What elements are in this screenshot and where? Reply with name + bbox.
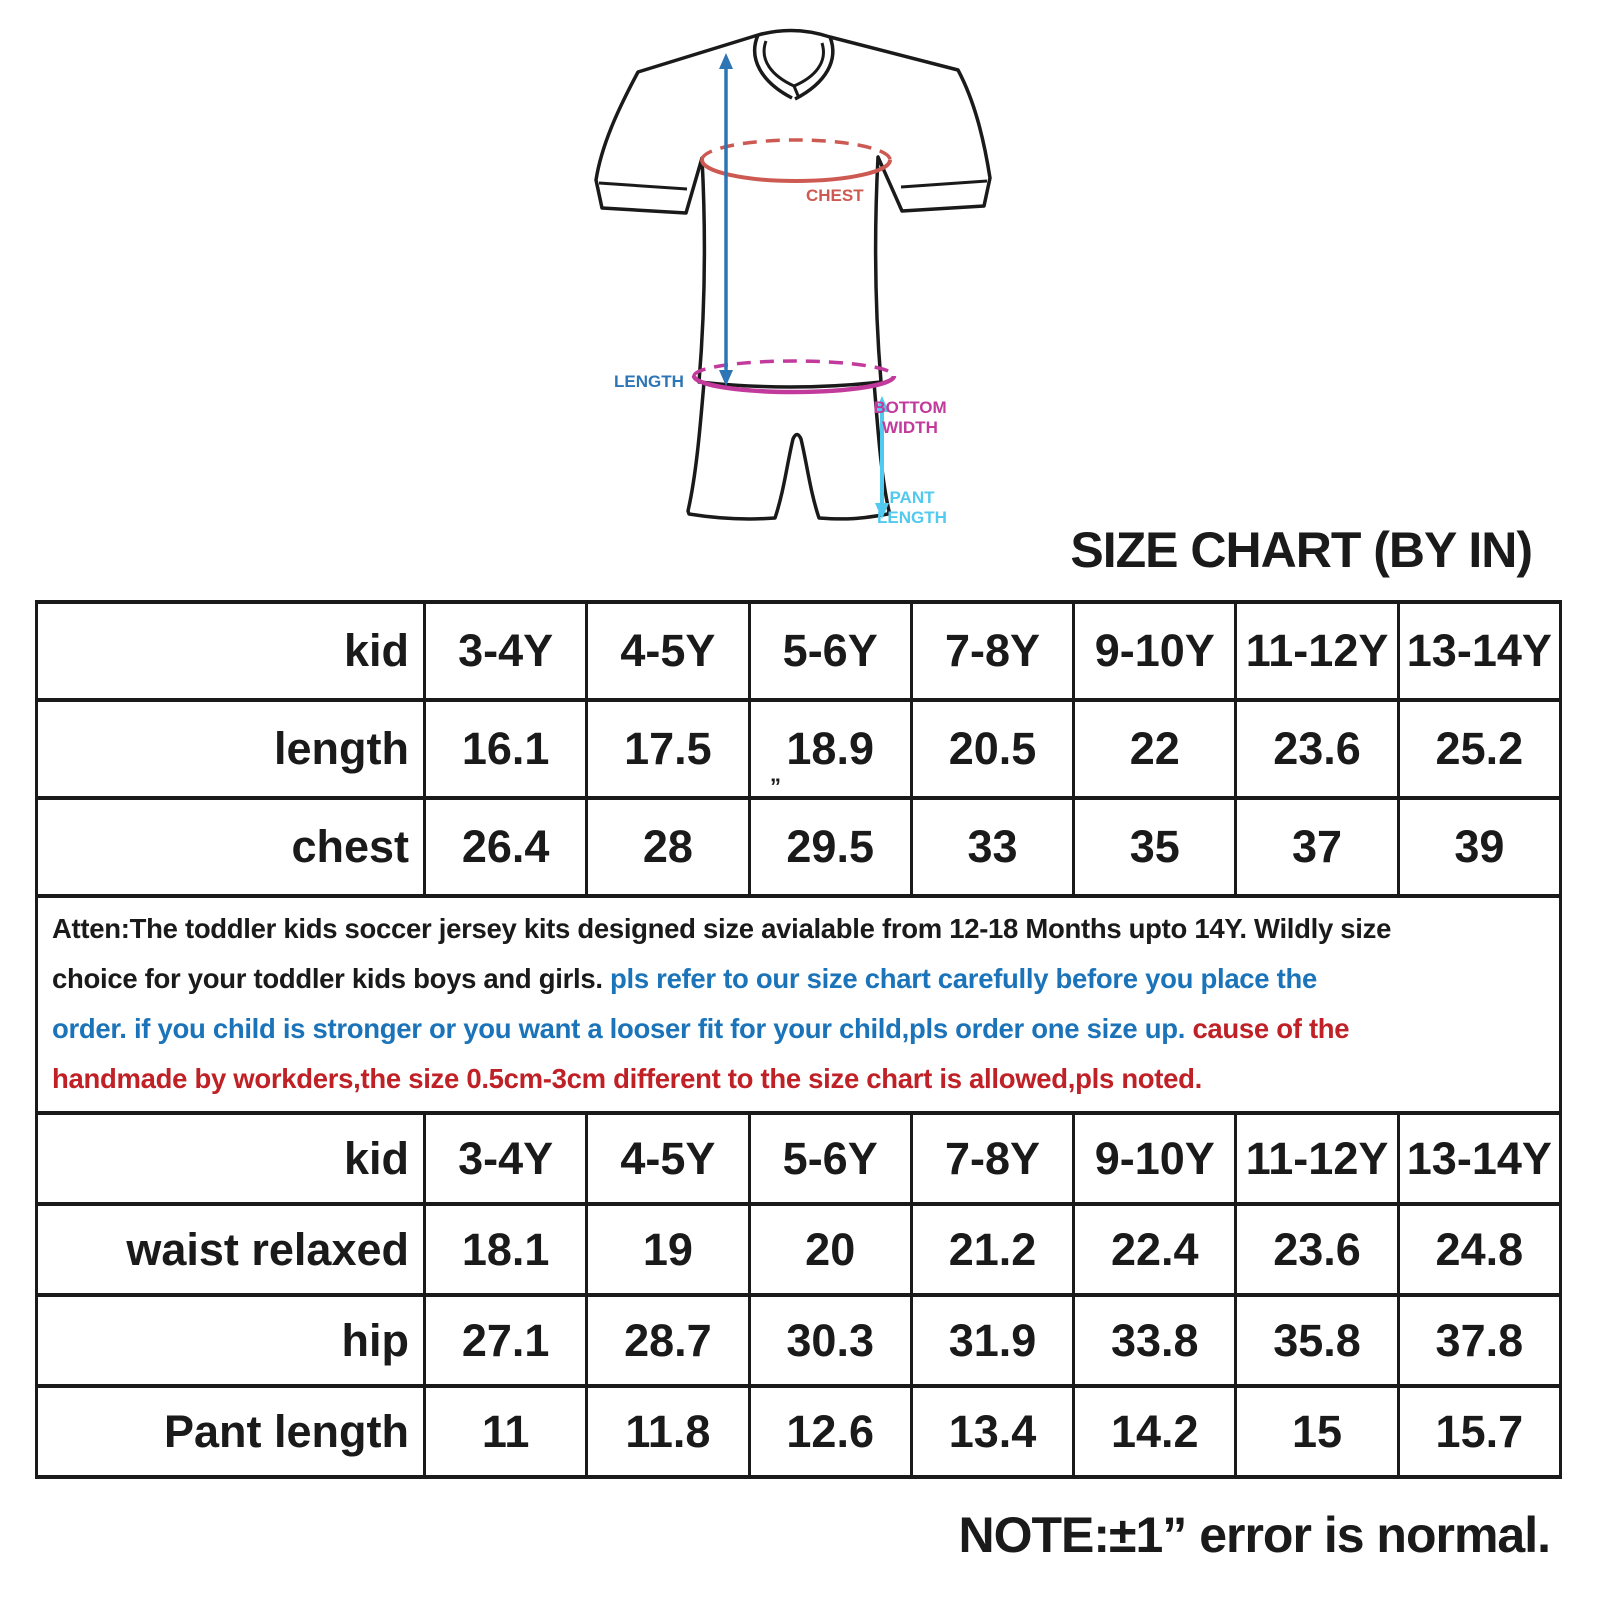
size-header-cell: 11-12Y	[1236, 1113, 1398, 1204]
data-row	[37, 1295, 1561, 1386]
size-header-cell: 13-14Y	[1398, 1113, 1560, 1204]
size-header-cell: 5-6Y	[749, 602, 911, 700]
shorts-outline	[688, 382, 889, 519]
size-header-cell: 11-12Y	[1236, 602, 1398, 700]
value-cell: 15	[1236, 1386, 1398, 1477]
bottom-width-label: BOTTOM WIDTH	[873, 398, 947, 437]
value-cell: 15.7	[1398, 1386, 1560, 1477]
size-header-cell: 3-4Y	[425, 1113, 587, 1204]
size-header-cell: 7-8Y	[911, 602, 1073, 700]
value-cell: 37	[1236, 798, 1398, 896]
value-cell: 35.8	[1236, 1295, 1398, 1386]
value-cell: 18.1	[425, 1204, 587, 1295]
value-cell: 26.4	[425, 798, 587, 896]
size-header-cell: 3-4Y	[425, 602, 587, 700]
value-cell: 29.5	[749, 798, 911, 896]
value-cell: 11	[425, 1386, 587, 1477]
data-row	[37, 1204, 1561, 1295]
note-line	[52, 954, 1541, 1004]
note-line	[52, 1054, 1541, 1104]
length-label: LENGTH	[614, 372, 684, 391]
pant-length-label: PANT LENGTH	[877, 488, 947, 527]
size-table-shirt	[35, 600, 1562, 898]
value-cell: 20.5	[911, 700, 1073, 798]
header-label-cell: kid	[37, 1113, 425, 1204]
size-header-cell: 9-10Y	[1074, 602, 1236, 700]
size-header-cell: 4-5Y	[587, 602, 749, 700]
value-cell: 35	[1074, 798, 1236, 896]
row-label-cell: chest	[37, 798, 425, 896]
value-cell: 16.1	[425, 700, 587, 798]
value-cell: 18.9	[749, 700, 911, 798]
note-segment: handmade by workders,the size 0.5cm-3cm different to the size chart is allowed,pls noted.	[52, 1063, 1203, 1094]
value-cell: 23.6	[1236, 700, 1398, 798]
size-chart-title: SIZE CHART (BY IN)	[1070, 522, 1532, 578]
value-cell: 25.2	[1398, 700, 1560, 798]
value-cell: 33.8	[1074, 1295, 1236, 1386]
note-segment: order. if you child is stronger or you want a looser fit for your child,pls order one size up.	[52, 1013, 1193, 1044]
size-chart-tables	[35, 600, 1562, 1479]
value-cell: 22.4	[1074, 1204, 1236, 1295]
data-row	[37, 798, 1561, 896]
value-cell: 30.3	[749, 1295, 911, 1386]
value-cell: 33	[911, 798, 1073, 896]
note-segment: Atten:The toddler kids soccer jersey kits designed size avialable from 12-18 Months upto 14Y. Wildly size	[52, 913, 1392, 944]
value-cell: 28.7	[587, 1295, 749, 1386]
chest-label: CHEST	[806, 186, 864, 205]
value-cell: 20	[749, 1204, 911, 1295]
value-cell: 19	[587, 1204, 749, 1295]
value-cell: 31.9	[911, 1295, 1073, 1386]
value-cell: 37.8	[1398, 1295, 1560, 1386]
size-header-cell: 7-8Y	[911, 1113, 1073, 1204]
row-label-cell: Pant length	[37, 1386, 425, 1477]
size-header-cell: 4-5Y	[587, 1113, 749, 1204]
row-label-cell: waist relaxed	[37, 1204, 425, 1295]
note-line	[52, 904, 1541, 954]
note-segment: choice for your toddler kids boys and girls.	[52, 963, 610, 994]
value-cell: 11.8	[587, 1386, 749, 1477]
garment-diagram	[580, 10, 1000, 590]
value-cell: 14.2	[1074, 1386, 1236, 1477]
note-segment: cause of the	[1192, 1013, 1350, 1044]
header-label-cell: kid	[37, 602, 425, 700]
note-segment: pls refer to our size chart carefully before you place the	[610, 963, 1317, 994]
value-cell: 24.8	[1398, 1204, 1560, 1295]
value-cell: 17.5	[587, 700, 749, 798]
value-cell: 21.2	[911, 1204, 1073, 1295]
tolerance-note: NOTE:±1” error is normal.	[958, 1507, 1550, 1563]
size-table-pants-body	[37, 1113, 1561, 1477]
attention-note	[35, 895, 1562, 1115]
row-label-cell: hip	[37, 1295, 425, 1386]
size-table-pants	[35, 1111, 1562, 1479]
note-line	[52, 1004, 1541, 1054]
value-cell: 13.4	[911, 1386, 1073, 1477]
header-row	[37, 602, 1561, 700]
value-cell: 22	[1074, 700, 1236, 798]
size-header-cell: 9-10Y	[1074, 1113, 1236, 1204]
data-row	[37, 1386, 1561, 1477]
value-cell: 12.6	[749, 1386, 911, 1477]
row-label-cell: length	[37, 700, 425, 798]
data-row	[37, 700, 1561, 798]
ditto-mark: ”	[770, 774, 781, 799]
size-header-cell: 5-6Y	[749, 1113, 911, 1204]
size-table-shirt-body	[37, 602, 1561, 896]
header-row	[37, 1113, 1561, 1204]
size-header-cell: 13-14Y	[1398, 602, 1560, 700]
value-cell: 28	[587, 798, 749, 896]
value-cell: 39	[1398, 798, 1560, 896]
value-cell: 23.6	[1236, 1204, 1398, 1295]
value-cell: 27.1	[425, 1295, 587, 1386]
